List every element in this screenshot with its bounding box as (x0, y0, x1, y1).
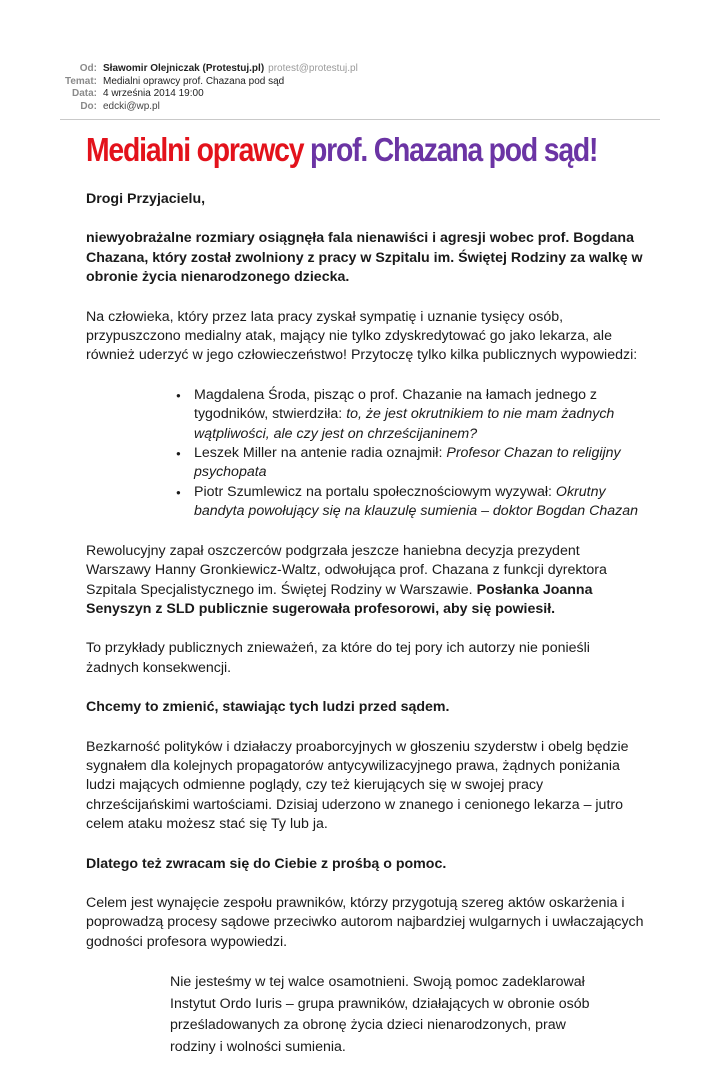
sender-name[interactable]: Sławomir Olejniczak (Protestuj.pl) (103, 63, 265, 74)
paragraph-examples: To przykłady publicznych znieważeń, za które do tej pory ich autorzy nie ponieśli żadnych konsekwencji. (86, 640, 590, 676)
subject-label: Temat: (64, 75, 97, 87)
paragraph-appeal: Dlatego też zwracam się do Ciebie z prośbą o pomoc. (86, 855, 447, 872)
page-title (86, 130, 602, 170)
subject-value: Medialni oprawcy prof. Chazana pod sąd (103, 75, 285, 87)
to-row (60, 101, 660, 114)
paragraph-lawyers: Celem jest wynajęcie zespołu prawników, którzy przygotują szereg aktów oskarżenia i poprowadzą procesy sądowe przeciwko autorom najbardziej wulgarnych i uwłaczających godności profesora wypowiedzi. (86, 894, 644, 950)
from-label: Od: (79, 63, 97, 74)
header-divider (60, 119, 660, 120)
list-item: ● Leszek Miller na antenie radia oznajmił: Profesor Chazan to religijny psychopata (174, 444, 646, 483)
to-label: Do: (80, 100, 97, 112)
headline-part-purple: prof. Chazana pod sąd! (309, 131, 598, 168)
date-row (60, 88, 660, 101)
paragraph-decision: Rewolucyjny zapał oszczerców podgrzała jeszcze haniebna decyzja prezydent Warszawy Hanny Gronkiewicz-Waltz, odwołująca prof. Chazana z funkcji dyrektora Szpitala Specjalistycznego im. Świętej Rodziny w Warszawie. Posłanka Joanna Senyszyn z SLD publicznie sugerowała profesorowi, aby się powiesił. (86, 542, 607, 617)
email-body (86, 190, 646, 1078)
headline-part-red: Medialni oprawcy (86, 131, 304, 168)
from-row (60, 63, 660, 76)
quotes-list (86, 386, 646, 522)
subject-row (60, 76, 660, 89)
recipient-email[interactable]: edcki@wp.pl (103, 100, 160, 112)
date-label: Data: (71, 88, 97, 99)
date-value: 4 września 2014 19:00 (103, 88, 204, 99)
list-item: ● Piotr Szumlewicz na portalu społecznościowym wyzywał: Okrutny bandyta powołujący się na klauzulę sumienia – doktor Bogdan Chazan (174, 483, 646, 522)
paragraph-goal: Chcemy to zmienić, stawiając tych ludzi przed sądem. (86, 699, 450, 716)
intro-paragraph: niewyobrażalne rozmiary osiągnęła fala nienawiści i agresji wobec prof. Bogdana Chazana, który został zwolniony z pracy w Szpitalu im. Świętej Rodziny za walkę w obronie życia nienarodzonego dziecka. (86, 230, 643, 286)
paragraph-impunity: Bezkarność polityków i działaczy proaborcyjnych w głoszeniu szyderstw i obelg będzie sygnałem dla kolejnych propagatorów antycywilizacyjnego prawa, żądnych poniżania ludzi mających odmienne poglądy, czy też kierujących się w swojej pracy chrześcijańskimi wartościami. Dzisiaj uderzono w znanego i cenionego lekarza – jutro celem ataku możesz stać się Ty lub ja. (86, 738, 629, 833)
paragraph-ordo-iuris: Nie jesteśmy w tej walce osamotnieni. Swoją pomoc zadeklarował Instytut Ordo Iuris – grupa prawników, działających w obronie osób prześladowanych za obronę życia dzieci nienarodzonych, praw rodziny i wolności sumienia. (170, 974, 590, 1055)
email-header (60, 63, 660, 113)
greeting: Drogi Przyjacielu, (86, 191, 206, 207)
paragraph-attack: Na człowieka, który przez lata pracy zyskał sympatię i uznanie tysięcy osób, przypuszczono medialny atak, mający nie tylko zdyskredytować go jako lekarza, ale również uderzyć w jego człowieczeństwo! Przytoczę tylko kilka publicznych wypowiedzi: (86, 308, 638, 364)
list-item: ● Magdalena Środa, pisząc o prof. Chazanie na łamach jednego z tygodników, stwierdziła: to, że jest okrutnikiem to nie mam żadnych wątpliwości, ale czy jest on chrześcijaninem? (174, 386, 646, 444)
sender-email[interactable]: protest@protestuj.pl (268, 63, 358, 74)
